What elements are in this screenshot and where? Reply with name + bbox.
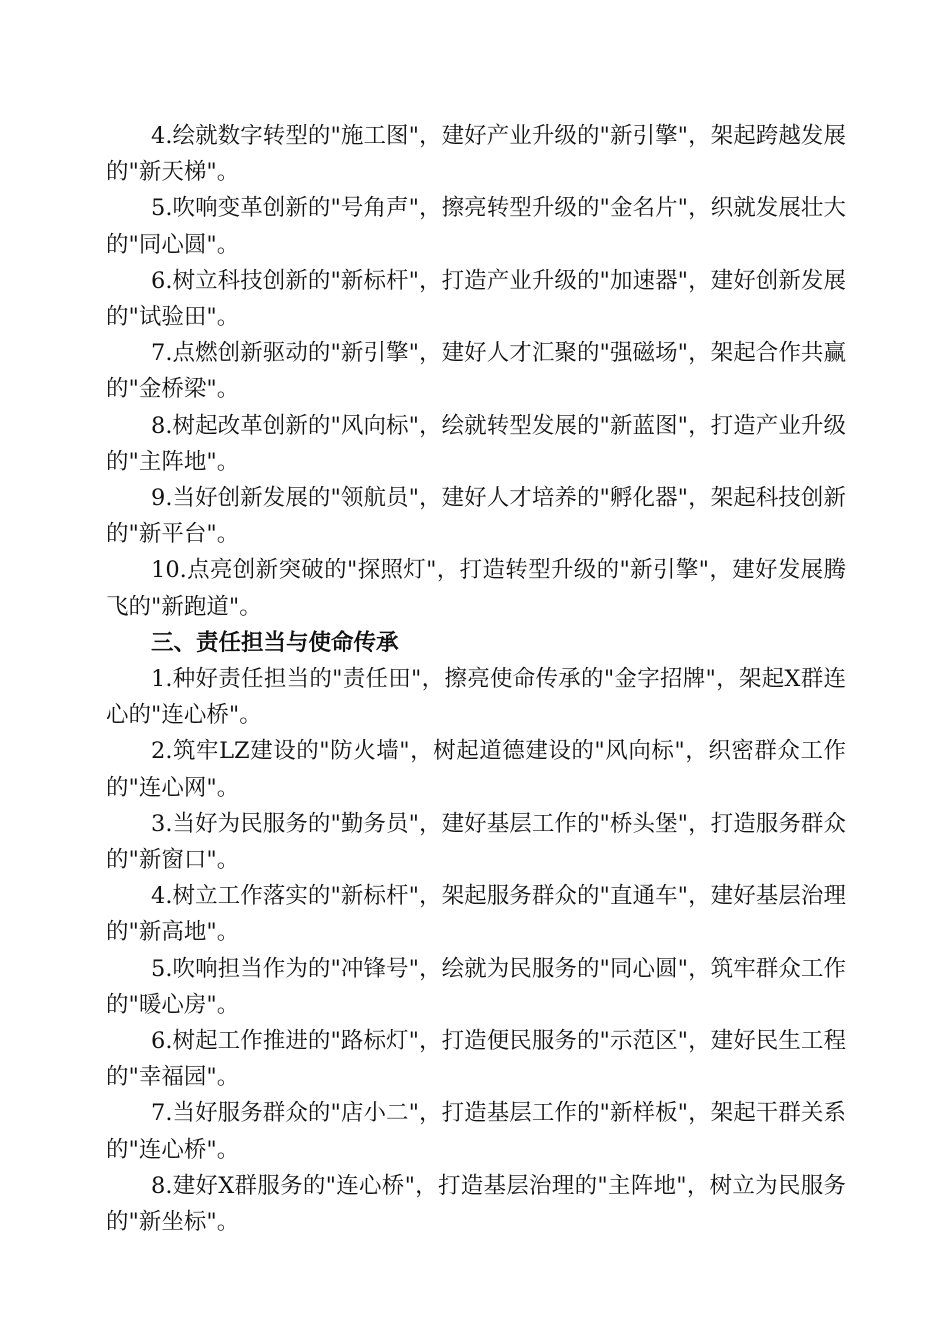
paragraph-item-a10: 10.点亮创新突破的"探照灯"，打造转型升级的"新引擎"，建好发展腾飞的"新跑道"。 xyxy=(106,557,846,620)
paragraph-item-b1: 1.种好责任担当的"责任田"，擦亮使命传承的"金字招牌"，架起X群连心的"连心桥"。 xyxy=(106,666,846,729)
paragraph-item-a4: 4.绘就数字转型的"施工图"，建好产业升级的"新引擎"，架起跨越发展的"新天梯"。 xyxy=(106,123,846,186)
paragraph-item-a5: 5.吹响变革创新的"号角声"，擦亮转型升级的"金名片"，织就发展壮大的"同心圆"。 xyxy=(106,195,846,258)
paragraph-item-b8: 8.建好X群服务的"连心桥"，打造基层治理的"主阵地"，树立为民服务的"新坐标"。 xyxy=(106,1172,846,1236)
paragraph-item-b3: 3.当好为民服务的"勤务员"，建好基层工作的"桥头堡"，打造服务群众的"新窗口"。 xyxy=(106,810,846,874)
paragraph-item-b7: 7.当好服务群众的"店小二"，打造基层工作的"新样板"，架起干群关系的"连心桥"。 xyxy=(106,1100,846,1163)
paragraph-item-a8: 8.树起改革创新的"风向标"，绘就转型发展的"新蓝图"，打造产业升级的"主阵地"。 xyxy=(106,412,846,475)
document-page xyxy=(106,118,846,1240)
section-heading: 三、责任担当与使命传承 xyxy=(151,629,399,656)
paragraph-item-b4: 4.树立工作落实的"新标杆"，架起服务群众的"直通车"，建好基层治理的"新高地"。 xyxy=(106,883,846,946)
paragraph-item-b5: 5.吹响担当作为的"冲锋号"，绘就为民服务的"同心圆"，筑牢群众工作的"暖心房"。 xyxy=(106,955,846,1018)
paragraph-item-a7: 7.点燃创新驱动的"新引擎"，建好人才汇聚的"强磁场"，架起合作共赢的"金桥梁"。 xyxy=(106,340,846,403)
paragraph-item-a6: 6.树立科技创新的"新标杆"，打造产业升级的"加速器"，建好创新发展的"试验田"。 xyxy=(106,267,846,331)
paragraph-item-b2: 2.筑牢LZ建设的"防火墙"，树起道德建设的"风向标"，织密群众工作的"连心网"。 xyxy=(106,738,846,801)
paragraph-item-b6: 6.树起工作推进的"路标灯"，打造便民服务的"示范区"，建好民生工程的"幸福园"。 xyxy=(106,1028,846,1091)
paragraph-item-a9: 9.当好创新发展的"领航员"，建好人才培养的"孵化器"，架起科技创新的"新平台"。 xyxy=(106,485,846,548)
